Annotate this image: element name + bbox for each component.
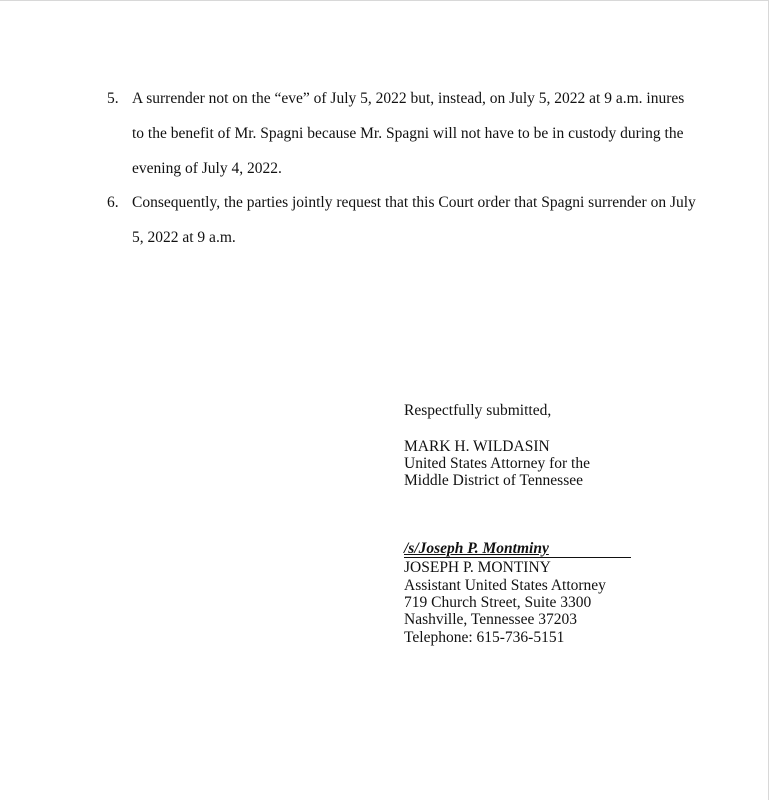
office-title: United States Attorney for the bbox=[404, 455, 590, 472]
paragraph-line: to the benefit of Mr. Spagni because Mr. Spagni will not have to be in custody during the bbox=[132, 125, 684, 142]
paragraph-number: 6. bbox=[107, 194, 119, 211]
paragraph-line: evening of July 4, 2022. bbox=[132, 160, 282, 177]
closing-text: Respectfully submitted, bbox=[404, 402, 552, 419]
telephone: Telephone: 615-736-5151 bbox=[404, 629, 565, 646]
electronic-signature: /s/Joseph P. Montminy bbox=[404, 540, 549, 557]
attorney-name: JOSEPH P. MONTINY bbox=[404, 559, 551, 576]
address-city: Nashville, Tennessee 37203 bbox=[404, 611, 577, 628]
paragraph-number: 5. bbox=[107, 90, 119, 107]
address-street: 719 Church Street, Suite 3300 bbox=[404, 594, 592, 611]
attorney-title: Assistant United States Attorney bbox=[404, 577, 606, 594]
page-edge-top bbox=[0, 0, 769, 1]
signature-line bbox=[404, 540, 631, 558]
office-name: MARK H. WILDASIN bbox=[404, 438, 550, 455]
office-district: Middle District of Tennessee bbox=[404, 472, 583, 489]
paragraph-line: Consequently, the parties jointly request that this Court order that Spagni surrender on July bbox=[132, 194, 696, 211]
paragraph-line: A surrender not on the “eve” of July 5, 2022 but, instead, on July 5, 2022 at 9 a.m. inures bbox=[132, 90, 685, 107]
paragraph-line: 5, 2022 at 9 a.m. bbox=[132, 229, 236, 246]
